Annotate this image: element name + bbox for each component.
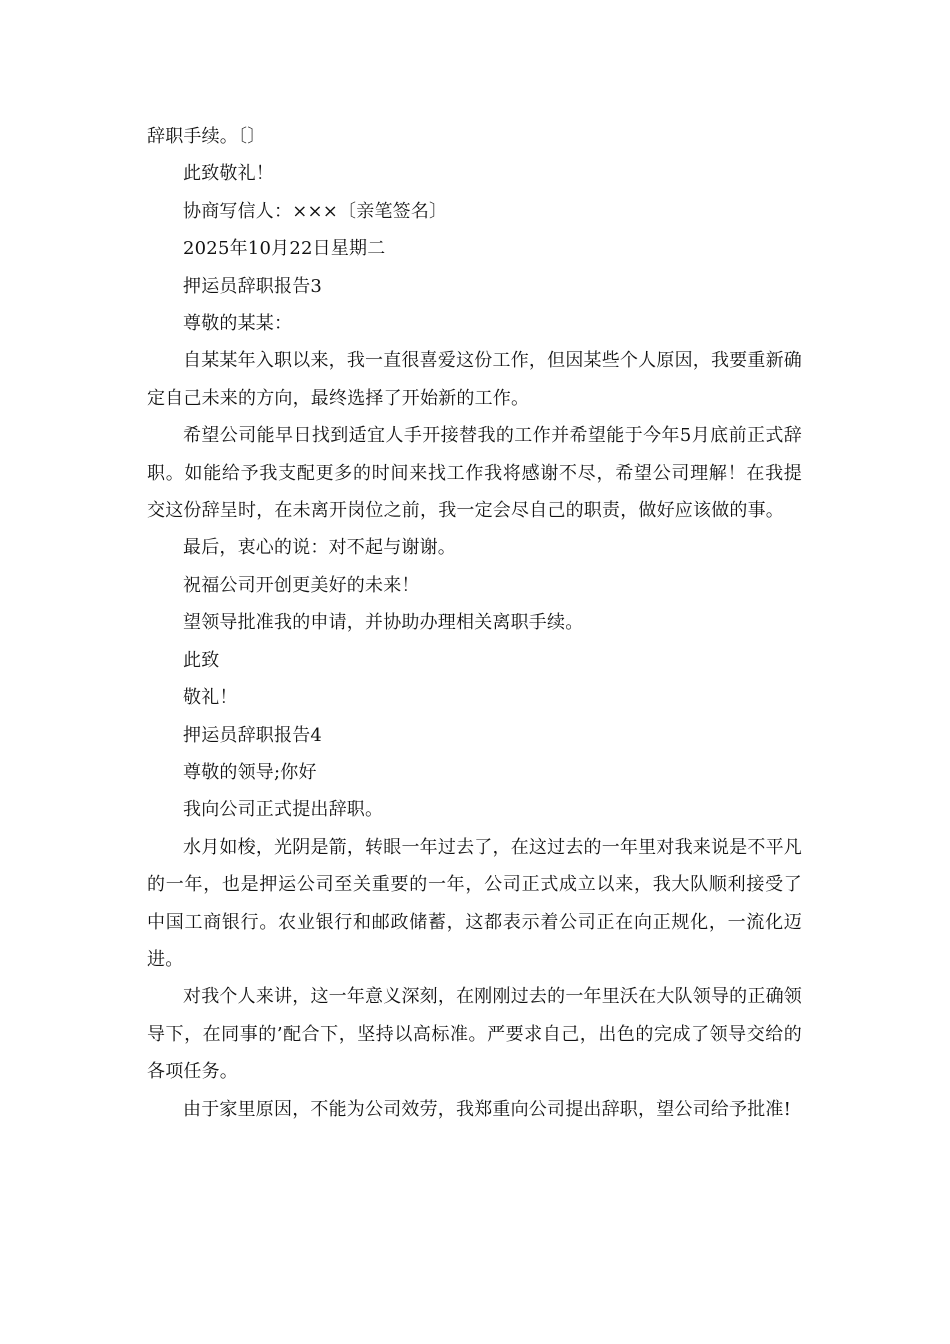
- paragraph: 最后，衷心的说：对不起与谢谢。: [183, 537, 456, 559]
- paragraph: 望领导批准我的申请，并协助办理相关离职手续。: [183, 612, 584, 634]
- paragraph: 此致敬礼！: [183, 163, 274, 185]
- paragraph: 尊敬的领导;你好: [183, 761, 317, 783]
- section-heading: 押运员辞职报告4: [183, 724, 323, 746]
- paragraph: 尊敬的某某：: [183, 313, 293, 335]
- paragraph: 协商写信人：×××〔亲笔签名〕: [183, 200, 448, 222]
- paragraph: 自某某年入职以来，我一直很喜爱这份工作，但因某些个人原因，我要重新确定自己未来的方向，最终选择了开始新的工作。: [147, 350, 802, 409]
- paragraph: 水月如梭，光阴是箭，转眼一年过去了，在这过去的一年里对我来说是不平凡的一年，也是押运公司至关重要的一年，公司正式成立以来，我大队顺利接受了中国工商银行。农业银行和邮政储蓄，这都表示着公司正在向正规化，一流化迈进。: [147, 836, 802, 970]
- paragraph: 辞职手续。〔〕: [147, 126, 266, 147]
- paragraph: 祝福公司开创更美好的未来！: [183, 574, 420, 596]
- paragraph: 对我个人来讲，这一年意义深刻，在刚刚过去的一年里沃在大队领导的正确领导下，在同事的’配合下，坚持以高标准。严要求自己，出色的完成了领导交给的各项任务。: [147, 986, 802, 1083]
- paragraph: 敬礼！: [183, 687, 238, 709]
- paragraph: 2025年10月22日星期二: [183, 238, 386, 260]
- paragraph: 我向公司正式提出辞职。: [183, 799, 384, 821]
- paragraph: 由于家里原因，不能为公司效劳，我郑重向公司提出辞职，望公司给予批准!: [183, 1098, 792, 1120]
- paragraph: 此致: [183, 649, 220, 671]
- section-heading: 押运员辞职报告3: [183, 275, 323, 297]
- paragraph: 希望公司能早日找到适宜人手开接替我的工作并希望能于今年5月底前正式辞职。如能给予我支配更多的时间来找工作我将感谢不尽，希望公司理解！在我提交这份辞呈时，在未离开岗位之前，我一定会尽自己的职责，做好应该做的事。: [147, 425, 802, 522]
- document-body: [147, 118, 802, 1128]
